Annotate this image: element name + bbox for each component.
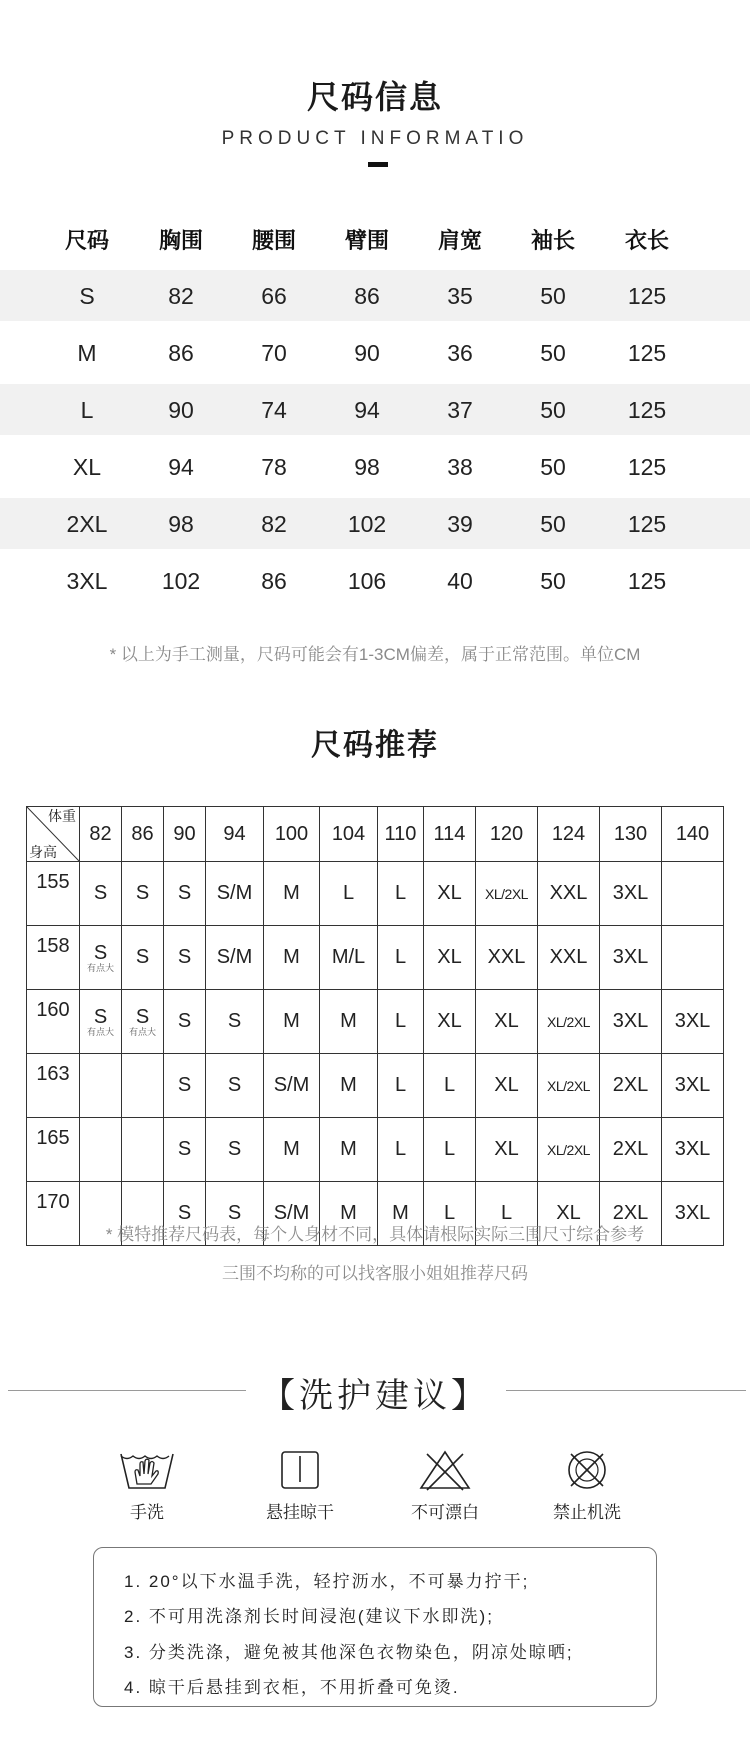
- grid-cell-size: S/M: [273, 1202, 310, 1224]
- grid-cell-size: S: [227, 1202, 242, 1224]
- size-table-header-cell: 臂围: [344, 228, 389, 253]
- grid-cell: [476, 1054, 538, 1118]
- size-table-cell: 98: [354, 454, 380, 480]
- size-table-cell: 78: [261, 454, 287, 480]
- grid-cell-size: M: [283, 946, 300, 968]
- no-machine-wash-icon: [557, 1448, 617, 1492]
- grid-cell-size: S: [227, 1010, 242, 1032]
- grid-cell-size: XL: [437, 946, 462, 968]
- grid-weight-header: 124: [538, 807, 600, 862]
- grid-cell-size: XL/2XL: [547, 1014, 590, 1030]
- size-table-cell: 125: [627, 340, 667, 366]
- grid-cell-size: S: [93, 942, 108, 964]
- grid-cell: [264, 990, 320, 1054]
- grid-cell: [476, 990, 538, 1054]
- care-label-hand-wash: 手洗: [130, 1503, 164, 1522]
- grid-weight-header: 140: [662, 807, 724, 862]
- grid-cell-size: XL: [437, 1010, 462, 1032]
- grid-cell-size: XXL: [487, 946, 526, 968]
- grid-cell-size: S: [135, 882, 150, 904]
- grid-cell-size: L: [500, 1202, 513, 1224]
- grid-cell: [662, 1118, 724, 1182]
- grid-cell-size: S/M: [216, 946, 253, 968]
- size-table-cell: 50: [540, 340, 566, 366]
- care-instruction-3: 3. 分类洗涤，避免被其他深色衣物染色，阴凉处晾晒;: [124, 1643, 574, 1662]
- size-table-cell: 82: [261, 511, 287, 537]
- grid-cell-size: 3XL: [674, 1138, 711, 1160]
- size-table-cell: 70: [261, 340, 287, 366]
- grid-cell-size: S: [177, 1074, 192, 1096]
- grid-weight-header: 130: [600, 807, 662, 862]
- grid-height-header: 170: [27, 1182, 80, 1246]
- grid-cell-size: M: [340, 1010, 357, 1032]
- size-table-cell: 36: [447, 340, 473, 366]
- grid-cell-size: 3XL: [612, 882, 649, 904]
- size-table-cell: 38: [447, 454, 473, 480]
- grid-cell-size: S: [93, 1006, 108, 1028]
- size-table-header: [0, 218, 750, 258]
- size-table-header-cell: 尺码: [64, 228, 109, 253]
- grid-cell: [424, 990, 476, 1054]
- grid-cell-size: XL/2XL: [547, 1078, 590, 1094]
- size-table-cell: 50: [540, 454, 566, 480]
- grid-cell: [320, 926, 378, 990]
- size-table-header-cell: 袖长: [530, 228, 575, 253]
- grid-cell-size: L: [394, 1074, 407, 1096]
- grid-cell: [320, 862, 378, 926]
- grid-cell: [164, 926, 206, 990]
- grid-cell: [538, 862, 600, 926]
- grid-cell-size: 3XL: [674, 1010, 711, 1032]
- grid-height-header: 163: [27, 1054, 80, 1118]
- grid-cell-size: M: [283, 1010, 300, 1032]
- page-title: 尺码信息: [306, 79, 443, 115]
- size-recommend-grid: [26, 806, 724, 1246]
- grid-corner-cell: [27, 807, 80, 862]
- grid-cell: [164, 1118, 206, 1182]
- size-table-row: [0, 270, 750, 321]
- size-table-cell: 40: [447, 568, 473, 594]
- size-table-header-cell: 腰围: [251, 228, 296, 253]
- grid-cell-size: L: [394, 946, 407, 968]
- grid-cell-size: S: [135, 946, 150, 968]
- grid-weight-header: 94: [206, 807, 264, 862]
- grid-cell-note: 有点大: [128, 1027, 156, 1037]
- size-table-cell: 106: [347, 568, 387, 594]
- grid-cell: [538, 1054, 600, 1118]
- grid-cell: [80, 862, 122, 926]
- grid-cell: [164, 862, 206, 926]
- grid-height-header: 160: [27, 990, 80, 1054]
- grid-cell: [264, 1118, 320, 1182]
- grid-cell-size: S/M: [216, 882, 253, 904]
- grid-cell-size: S: [177, 946, 192, 968]
- grid-cell-size: XL/2XL: [547, 1142, 590, 1158]
- grid-row: [27, 926, 724, 990]
- size-table-cell: 86: [261, 568, 287, 594]
- grid-cell: [538, 1118, 600, 1182]
- corner-height-label: 身高: [29, 844, 57, 860]
- size-table-row: [0, 327, 750, 378]
- page-subtitle: PRODUCT INFORMATIO: [221, 128, 529, 149]
- care-label-no-bleach: 不可漂白: [411, 1503, 479, 1522]
- size-table-cell: 50: [540, 283, 566, 309]
- care-instruction-1: 1. 20°以下水温手洗，轻拧沥水，不可暴力拧干;: [124, 1572, 530, 1591]
- grid-header-row: [27, 807, 724, 862]
- grid-cell: [662, 1054, 724, 1118]
- grid-height-header: 158: [27, 926, 80, 990]
- grid-cell-size: XL: [494, 1138, 519, 1160]
- grid-cell: [80, 926, 122, 990]
- grid-cell: [80, 990, 122, 1054]
- grid-cell: [164, 990, 206, 1054]
- recommend-note-1: * 模特推荐尺码表，每个人身材不同，具体请根际实际三围尺寸综合参考: [105, 1225, 645, 1244]
- grid-cell-size: L: [342, 882, 355, 904]
- size-table-note: * 以上为手工测量，尺码可能会有1-3CM偏差，属于正常范围。单位CM: [109, 645, 641, 664]
- size-table-cell: 94: [168, 454, 194, 480]
- size-table-cell: 102: [161, 568, 201, 594]
- grid-cell: [600, 990, 662, 1054]
- size-table-cell: 2XL: [66, 511, 108, 537]
- no-bleach-icon: [415, 1448, 475, 1492]
- grid-cell: [424, 1054, 476, 1118]
- size-table-cell: 125: [627, 454, 667, 480]
- grid-cell: [476, 862, 538, 926]
- grid-cell-size: M: [340, 1138, 357, 1160]
- size-table-cell: M: [77, 340, 97, 366]
- size-table-row: [0, 384, 750, 435]
- size-table-cell: 125: [627, 568, 667, 594]
- grid-row: [27, 862, 724, 926]
- grid-cell-size: XL: [556, 1202, 581, 1224]
- grid-cell-size: 3XL: [612, 1010, 649, 1032]
- grid-cell: [600, 862, 662, 926]
- grid-cell: [600, 926, 662, 990]
- size-table-cell: 66: [261, 283, 287, 309]
- care-title: 【洗护建议】: [261, 1377, 489, 1415]
- grid-height-header: 165: [27, 1118, 80, 1182]
- grid-row: [27, 1118, 724, 1182]
- grid-weight-header: 100: [264, 807, 320, 862]
- grid-cell-size: M: [340, 1202, 357, 1224]
- grid-cell-size: 3XL: [674, 1074, 711, 1096]
- grid-cell: [424, 862, 476, 926]
- grid-cell: [662, 862, 724, 926]
- size-table-cell: 50: [540, 568, 566, 594]
- size-table-cell: 86: [354, 283, 380, 309]
- grid-cell-note: 有点大: [86, 963, 114, 973]
- size-table-cell: 35: [447, 283, 473, 309]
- grid-cell-size: 3XL: [612, 946, 649, 968]
- grid-weight-header: 104: [320, 807, 378, 862]
- care-instruction-2: 2. 不可用洗涤剂长时间浸泡(建议下水即洗);: [124, 1607, 494, 1626]
- grid-cell-size: XL: [494, 1074, 519, 1096]
- size-table-header-cell: 胸围: [158, 228, 203, 253]
- size-table-cell: S: [79, 283, 95, 309]
- title-divider: [368, 162, 388, 167]
- grid-cell: [122, 1054, 164, 1118]
- grid-cell: [538, 926, 600, 990]
- grid-cell: [538, 990, 600, 1054]
- grid-cell: [206, 1118, 264, 1182]
- size-table-cell: 50: [540, 511, 566, 537]
- grid-cell: [662, 926, 724, 990]
- grid-weight-header: 86: [122, 807, 164, 862]
- grid-cell-size: XL: [494, 1010, 519, 1032]
- grid-cell: [206, 990, 264, 1054]
- grid-cell-size: L: [443, 1138, 456, 1160]
- grid-cell-size: 2XL: [612, 1074, 649, 1096]
- grid-cell-size: XXL: [549, 946, 588, 968]
- grid-height-header: 155: [27, 862, 80, 926]
- grid-cell-size: S/M: [273, 1074, 310, 1096]
- grid-cell-size: L: [394, 1010, 407, 1032]
- grid-cell: [80, 1118, 122, 1182]
- grid-cell: [424, 1118, 476, 1182]
- grid-cell-size: XL: [437, 882, 462, 904]
- size-table-cell: 82: [168, 283, 194, 309]
- grid-cell-size: 2XL: [612, 1138, 649, 1160]
- grid-cell: [264, 862, 320, 926]
- size-table-cell: 98: [168, 511, 194, 537]
- size-table-cell: L: [80, 397, 94, 423]
- size-table-cell: 74: [261, 397, 287, 423]
- size-table-cell: 3XL: [66, 568, 108, 594]
- grid-cell-size: M: [340, 1074, 357, 1096]
- grid-weight-header: 114: [424, 807, 476, 862]
- grid-cell: [80, 1054, 122, 1118]
- grid-cell-size: S: [227, 1074, 242, 1096]
- grid-cell-size: S: [177, 1010, 192, 1032]
- grid-cell-size: M: [283, 882, 300, 904]
- grid-cell-size: L: [394, 882, 407, 904]
- grid-cell-size: S: [177, 1138, 192, 1160]
- grid-weight-header: 90: [164, 807, 206, 862]
- grid-cell: [600, 1118, 662, 1182]
- grid-cell: [122, 926, 164, 990]
- grid-cell-size: M/L: [331, 946, 366, 968]
- size-table-cell: 50: [540, 397, 566, 423]
- recommend-note-2: 三围不均称的可以找客服小姐姐推荐尺码: [222, 1264, 528, 1283]
- grid-cell-size: XXL: [549, 882, 588, 904]
- grid-cell: [206, 1054, 264, 1118]
- grid-cell: [264, 926, 320, 990]
- grid-weight-header: 110: [378, 807, 424, 862]
- size-table-header-cell: 肩宽: [437, 228, 482, 253]
- grid-cell: [320, 990, 378, 1054]
- care-instruction-4: 4. 晾干后悬挂到衣柜，不用折叠可免烫.: [124, 1678, 460, 1697]
- care-label-no-machine-wash: 禁止机洗: [553, 1503, 621, 1522]
- grid-cell-size: S: [227, 1138, 242, 1160]
- size-table-cell: 125: [627, 511, 667, 537]
- size-table-row: [0, 441, 750, 492]
- size-table-cell: 86: [168, 340, 194, 366]
- grid-cell-size: M: [283, 1138, 300, 1160]
- grid-cell: [476, 1118, 538, 1182]
- size-table-cell: 125: [627, 283, 667, 309]
- grid-cell-size: 3XL: [674, 1202, 711, 1224]
- grid-cell: [662, 990, 724, 1054]
- size-table-cell: 90: [354, 340, 380, 366]
- hang-dry-icon: [270, 1448, 330, 1492]
- grid-cell: [424, 926, 476, 990]
- grid-cell: [320, 1054, 378, 1118]
- care-label-hang-dry: 悬挂晾干: [266, 1503, 334, 1522]
- grid-cell-size: 2XL: [612, 1202, 649, 1224]
- corner-weight-label: 体重: [48, 808, 76, 824]
- grid-cell: [320, 1118, 378, 1182]
- grid-cell-note: 有点大: [86, 1027, 114, 1037]
- size-table-row: [0, 555, 750, 606]
- grid-cell: [378, 862, 424, 926]
- grid-cell: [206, 926, 264, 990]
- grid-cell-size: S: [135, 1006, 150, 1028]
- grid-cell: [206, 862, 264, 926]
- grid-cell: [378, 990, 424, 1054]
- grid-cell: [264, 1054, 320, 1118]
- grid-weight-header: 120: [476, 807, 538, 862]
- size-table-cell: 125: [627, 397, 667, 423]
- grid-cell: [122, 1118, 164, 1182]
- grid-cell: [378, 926, 424, 990]
- grid-cell-size: XL/2XL: [485, 886, 528, 902]
- size-table-header-cell: 衣长: [624, 228, 669, 253]
- grid-cell: [378, 1054, 424, 1118]
- size-table-row: [0, 498, 750, 549]
- size-table-cell: 39: [447, 511, 473, 537]
- size-table-cell: 37: [447, 397, 473, 423]
- size-table-cell: XL: [72, 454, 102, 480]
- grid-weight-header: 82: [80, 807, 122, 862]
- size-table-cell: 102: [347, 511, 387, 537]
- recommend-title: 尺码推荐: [311, 729, 439, 762]
- grid-cell: [378, 1118, 424, 1182]
- grid-cell-size: L: [443, 1202, 456, 1224]
- grid-cell-size: S: [177, 882, 192, 904]
- grid-row: [27, 1054, 724, 1118]
- size-table-cell: 94: [354, 397, 380, 423]
- grid-row: [27, 990, 724, 1054]
- grid-cell: [122, 862, 164, 926]
- grid-cell: [164, 1054, 206, 1118]
- grid-cell: [600, 1054, 662, 1118]
- grid-cell-size: S: [93, 882, 108, 904]
- grid-cell: [476, 926, 538, 990]
- grid-cell-size: L: [394, 1138, 407, 1160]
- size-table-cell: 90: [168, 397, 194, 423]
- grid-cell-size: S: [177, 1202, 192, 1224]
- hand-wash-icon: [117, 1448, 177, 1492]
- grid-cell-size: L: [443, 1074, 456, 1096]
- grid-cell: [122, 990, 164, 1054]
- grid-cell-size: M: [392, 1202, 409, 1224]
